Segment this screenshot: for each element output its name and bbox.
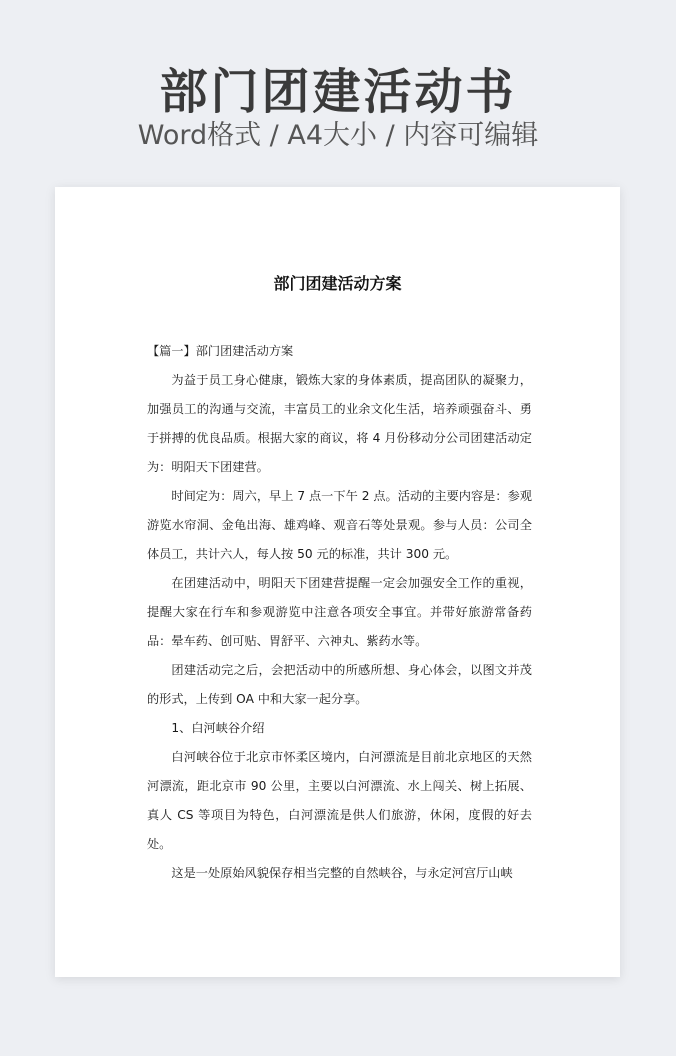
banner-subtitle: Word格式 / A4大小 / 内容可编辑 (137, 120, 539, 151)
paragraph-baihe-intro: 白河峡谷位于北京市怀柔区境内，白河漂流是目前北京地区的天然河漂流，距北京市 90 公里，主要以白河漂流、水上闯关、树上拓展、真人 CS 等项目为特色，白河漂流是供人们旅游，休闲，度假的好去处。 (147, 750, 532, 851)
subheading-baihe: 1、白河峡谷介绍 (171, 721, 265, 735)
paragraph-baihe-nature: 这是一处原始风貌保存相当完整的自然峡谷，与永定河宫厅山峡 (171, 866, 513, 880)
document-body (147, 337, 532, 888)
section-heading: 【篇一】部门团建活动方案 (147, 344, 294, 358)
document-title: 部门团建活动方案 (273, 274, 402, 293)
paragraph-safety: 在团建活动中，明阳天下团建营提醒一定会加强安全工作的重视，提醒大家在行车和参观游览中注意各项安全事宜。并带好旅游常备药品：晕车药、创可贴、胃舒平、六神丸、紫药水等。 (147, 576, 532, 648)
banner-title: 部门团建活动书 (159, 64, 517, 120)
document-page (55, 187, 620, 977)
paragraph-schedule: 时间定为：周六，早上 7 点一下午 2 点。活动的主要内容是：参观游览水帘洞、金龟出海、雄鸡峰、观音石等处景观。参与人员：公司全体员工，共计六人，每人按 50 元的标准，共计 300 元。 (147, 489, 532, 561)
paragraph-sharing: 团建活动完之后，会把活动中的所感所想、身心体会，以图文并茂的形式，上传到 OA 中和大家一起分享。 (147, 663, 532, 706)
paragraph-purpose: 为益于员工身心健康，锻炼大家的身体素质，提高团队的凝聚力，加强员工的沟通与交流，丰富员工的业余文化生活，培养顽强奋斗、勇于拼搏的优良品质。根据大家的商议，将 4 月份移动分公司团建活动定为：明阳天下团建营。 (147, 373, 532, 474)
